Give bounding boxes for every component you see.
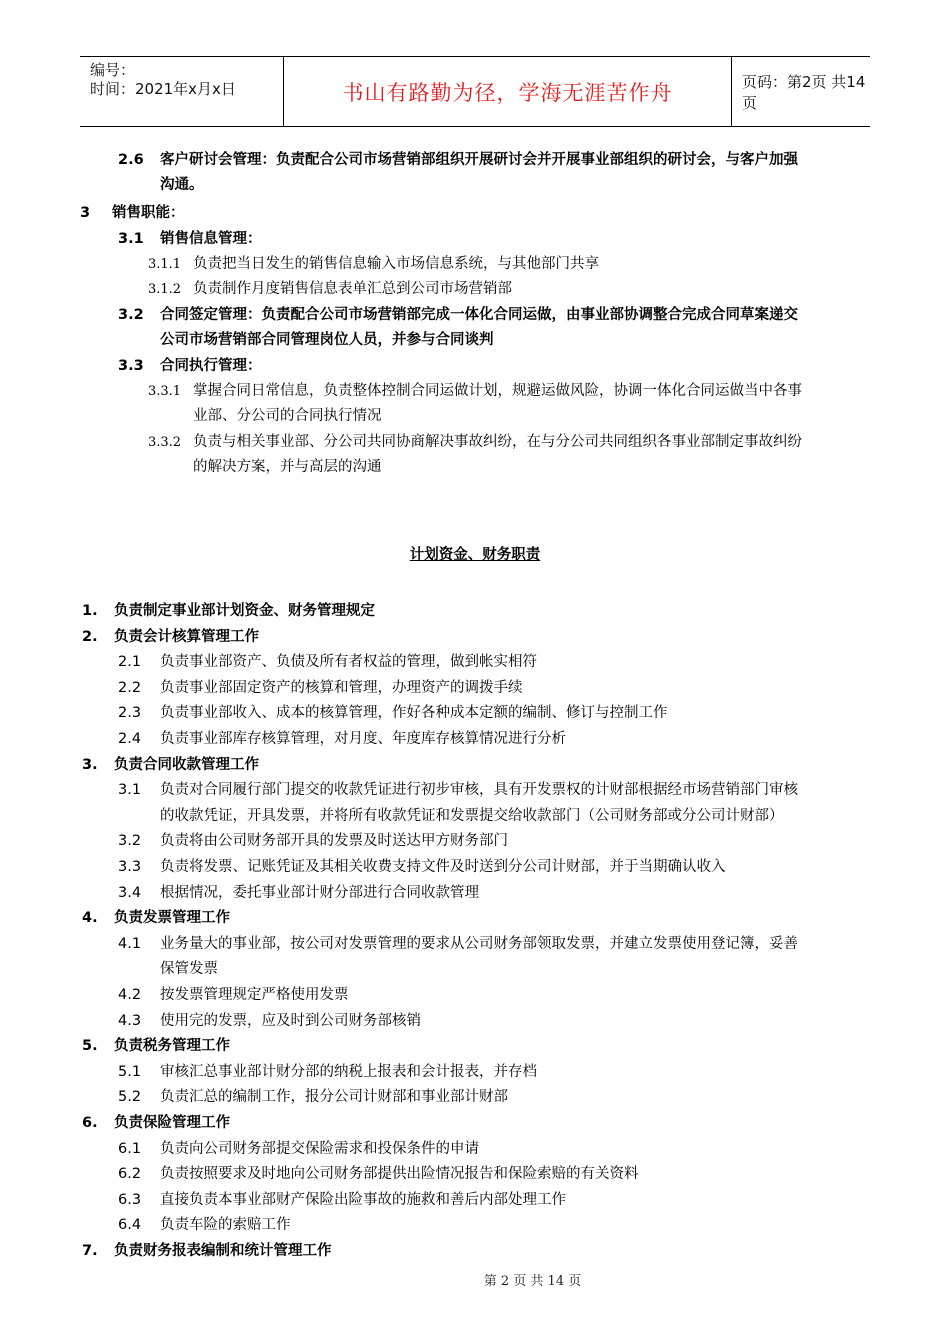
item-text: 的解决方案，并与高层的沟通 [193,459,382,475]
item-text: 负责发票管理工作 [114,910,230,927]
item-number: 6.1 [118,1140,142,1157]
item-text: 负责与相关事业部、分公司共同协商解决事故纠纷，在与分公司共同组织各事业部制定事故纠纷 [193,434,802,450]
item-number: 3.4 [118,884,142,901]
header-motto: 书山有路勤为径，学海无涯苦作舟 [283,57,732,126]
item-number: 4.2 [118,987,142,1003]
item-number: 4.3 [118,1012,142,1029]
item-text: 负责保险管理工作 [114,1115,230,1131]
header-number-label: 编号： [90,61,136,79]
section-title: 计划资金、财务职责 [409,547,541,563]
item-number: 7. [82,1243,98,1259]
item-number: 2.3 [118,705,142,722]
item-number: 1. [82,603,98,619]
item-number: 3.3 [118,859,142,875]
item-text: 负责汇总的编制工作，报分公司计财部和事业部计财部 [160,1089,508,1106]
item-text: 负责制作月度销售信息表单汇总到公司市场营销部 [193,281,512,297]
item-text: 根据情况，委托事业部计财分部进行合同收款管理 [160,884,479,901]
item-number: 6. [82,1115,98,1131]
item-number: 5.2 [118,1089,142,1106]
item-text: 负责车险的索赔工作 [160,1217,291,1234]
item-text: 公司市场营销部合同管理岗位人员，并参与合同谈判 [160,332,494,348]
item-number: 3.1.1 [148,257,182,272]
item-number: 3.2 [118,833,142,850]
page-header [80,56,870,127]
item-text: 直接负责本事业部财产保险出险事故的施救和善后内部处理工作 [160,1191,566,1208]
item-number: 3.3.1 [148,384,182,399]
item-text: 保管发票 [160,961,218,978]
item-number: 3.3.2 [148,435,182,450]
header-page-info: 页码：第2页 共14页 [742,72,866,112]
item-text: 销售信息管理： [160,231,262,247]
item-text: 负责向公司财务部提交保险需求和投保条件的申请 [160,1140,479,1157]
item-text: 负责事业部收入、成本的核算管理，作好各种成本定额的编制、修订与控制工作 [160,705,668,722]
item-text: 负责合同收款管理工作 [114,756,259,773]
item-text: 负责将由公司财务部开具的发票及时送达甲方财务部门 [160,833,508,850]
item-number: 4. [82,910,98,927]
item-number: 6.2 [118,1166,142,1183]
item-number: 3.3 [118,358,144,374]
item-text: 负责将发票、记账凭证及其相关收费支持文件及时送到分公司计财部，并于当期确认收入 [160,859,726,875]
header-time-label: 时间：2021年x月x日 [90,80,236,98]
header-meta [90,61,290,99]
item-number: 3.1 [118,782,142,799]
item-number: 2.1 [118,654,142,671]
item-text: 负责事业部库存核算管理，对月度、年度库存核算情况进行分析 [160,731,566,747]
item-text: 客户研讨会管理：负责配合公司市场营销部组织开展研讨会并开展事业部组织的研讨会，与客户加强 [160,152,798,168]
item-text: 掌握合同日常信息，负责整体控制合同运做计划，规避运做风险，协调一体化合同运做当中各事 [193,383,802,399]
item-number: 2.2 [118,679,142,696]
item-number: 2.6 [118,152,144,168]
item-number: 4.1 [118,935,142,952]
item-text: 负责按照要求及时地向公司财务部提供出险情况报告和保险索赔的有关资料 [160,1166,639,1183]
item-number: 3.2 [118,307,144,323]
item-text: 审核汇总事业部计财分部的纳税上报表和会计报表，并存档 [160,1063,537,1080]
item-text: 负责财务报表编制和统计管理工作 [114,1243,332,1259]
item-number: 5. [82,1038,98,1055]
item-text: 负责把当日发生的销售信息输入市场信息系统，与其他部门共享 [193,256,599,272]
item-text: 的收款凭证，开具发票，并将所有收款凭证和发票提交给收款部门（公司财务部或分公司计财部） [160,807,784,824]
item-number: 2. [82,628,98,645]
item-text: 销售职能： [112,205,185,221]
item-text: 按发票管理规定严格使用发票 [160,987,349,1003]
item-text: 负责制定事业部计划资金、财务管理规定 [114,603,375,619]
item-text: 合同执行管理： [160,358,262,374]
item-text: 负责会计核算管理工作 [114,628,259,645]
item-number: 6.3 [118,1191,142,1208]
item-number: 3. [82,756,98,773]
item-number: 3 [80,205,91,221]
item-text: 负责事业部固定资产的核算和管理，办理资产的调拨手续 [160,679,523,696]
item-number: 6.4 [118,1217,142,1234]
item-number: 5.1 [118,1063,142,1080]
item-text: 使用完的发票，应及时到公司财务部核销 [160,1012,421,1029]
item-text: 合同签定管理：负责配合公司市场营销部完成一体化合同运做，由事业部协调整合完成合同草案递交 [160,307,798,323]
item-text: 业务量大的事业部，按公司对发票管理的要求从公司财务部领取发票，并建立发票使用登记簿，妥善 [160,935,798,952]
page-footer: 第 2 页 共 14 页 [483,1274,582,1289]
item-text: 负责税务管理工作 [114,1038,230,1055]
item-text: 沟通。 [160,177,204,193]
item-number: 2.4 [118,731,142,747]
item-number: 3.1.2 [148,282,182,297]
item-text: 业部、分公司的合同执行情况 [193,408,382,424]
item-text: 负责对合同履行部门提交的收款凭证进行初步审核，具有开发票权的计财部根据经市场营销部门审核 [160,782,798,799]
item-text: 负责事业部资产、负债及所有者权益的管理，做到帐实相符 [160,654,537,671]
item-number: 3.1 [118,231,144,247]
